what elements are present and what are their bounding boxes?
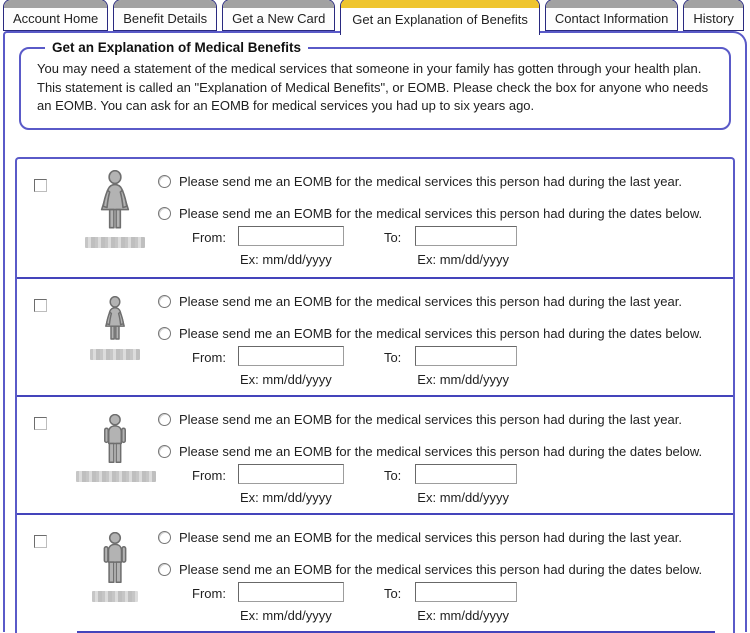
to-label: To: — [383, 467, 402, 483]
date-range-label: Please send me an EOMB for the medical services this person had during the dates below. — [179, 205, 703, 221]
option-date-range — [158, 326, 725, 342]
to-date-hint: Ex: mm/dd/yyyy — [417, 607, 510, 623]
tab-label: Get an Explanation of Benefits — [341, 8, 539, 35]
from-date-hint: Ex: mm/dd/yyyy — [239, 489, 332, 505]
row-divider — [77, 631, 715, 633]
date-range-label: Please send me an EOMB for the medical services this person had during the dates below. — [179, 561, 703, 577]
from-date-hint: Ex: mm/dd/yyyy — [239, 251, 332, 267]
member-checkbox[interactable] — [34, 299, 47, 312]
to-date-input[interactable] — [415, 346, 517, 366]
option-last-year — [158, 294, 725, 310]
member-figure — [76, 397, 154, 513]
to-label: To: — [383, 229, 402, 245]
to-label: To: — [383, 585, 402, 601]
member-select-cell — [17, 159, 76, 277]
eomb-intro-fieldset — [19, 40, 731, 130]
to-group — [415, 582, 517, 623]
member-select-cell — [17, 397, 76, 513]
last-year-label: Please send me an EOMB for the medical services this person had during the last year. — [179, 529, 682, 545]
boy-icon — [102, 532, 128, 584]
from-date-input[interactable] — [238, 464, 344, 484]
from-label: From: — [192, 585, 226, 601]
tab-get-a-new-card[interactable] — [222, 0, 335, 31]
member-select-cell — [17, 515, 76, 631]
tab-label: Account Home — [4, 8, 107, 30]
date-range-radio[interactable] — [158, 327, 171, 340]
member-select-cell — [17, 279, 76, 395]
member-checkbox[interactable] — [34, 535, 47, 548]
from-group — [238, 346, 344, 387]
member-row — [17, 395, 733, 513]
from-date-input[interactable] — [238, 582, 344, 602]
to-group — [415, 226, 517, 267]
date-range-label: Please send me an EOMB for the medical services this person had during the dates below. — [179, 443, 703, 459]
member-options — [154, 279, 733, 395]
member-figure — [76, 515, 154, 631]
option-last-year — [158, 530, 725, 546]
tab-contact-information[interactable] — [545, 0, 678, 31]
member-options — [154, 397, 733, 513]
last-year-label: Please send me an EOMB for the medical services this person had during the last year. — [179, 173, 682, 189]
from-date-input[interactable] — [238, 226, 344, 246]
last-year-label: Please send me an EOMB for the medical services this person had during the last year. — [179, 293, 682, 309]
to-date-input[interactable] — [415, 226, 517, 246]
option-date-range — [158, 444, 725, 460]
man-icon — [102, 414, 128, 464]
option-last-year — [158, 412, 725, 428]
to-date-input[interactable] — [415, 464, 517, 484]
member-options — [154, 515, 733, 631]
date-range-label: Please send me an EOMB for the medical services this person had during the dates below. — [179, 325, 703, 341]
tab-account-home[interactable] — [3, 0, 108, 31]
tab-label: History — [684, 8, 742, 30]
girl-icon — [103, 296, 127, 342]
member-row — [17, 277, 733, 395]
date-range-fields — [192, 346, 733, 387]
date-range-radio[interactable] — [158, 445, 171, 458]
member-figure — [76, 159, 154, 277]
from-group — [238, 226, 344, 267]
member-options — [154, 159, 733, 277]
last-year-radio[interactable] — [158, 175, 171, 188]
tab-cap — [4, 0, 107, 8]
tab-history[interactable] — [683, 0, 743, 31]
to-label: To: — [383, 349, 402, 365]
to-date-hint: Ex: mm/dd/yyyy — [417, 371, 510, 387]
from-date-hint: Ex: mm/dd/yyyy — [239, 607, 332, 623]
to-date-input[interactable] — [415, 582, 517, 602]
date-range-radio[interactable] — [158, 207, 171, 220]
tab-benefit-details[interactable] — [113, 0, 217, 31]
date-range-fields — [192, 582, 733, 623]
from-date-hint: Ex: mm/dd/yyyy — [239, 371, 332, 387]
member-row — [17, 159, 733, 277]
from-label: From: — [192, 229, 226, 245]
from-group — [238, 582, 344, 623]
active-tab-cap — [341, 0, 539, 8]
to-group — [415, 464, 517, 505]
tab-label: Contact Information — [546, 8, 677, 30]
option-last-year — [158, 174, 725, 190]
member-checkbox[interactable] — [34, 417, 47, 430]
member-name-redacted — [92, 591, 138, 602]
last-year-radio[interactable] — [158, 295, 171, 308]
tab-cap — [546, 0, 677, 8]
last-year-label: Please send me an EOMB for the medical services this person had during the last year. — [179, 411, 682, 427]
from-label: From: — [192, 349, 226, 365]
tab-cap — [114, 0, 216, 8]
tab-get-an-explanation-of-benefits[interactable] — [340, 0, 540, 35]
intro-description: You may need a statement of the medical services that someone in your family has gotten through your health plan. This statement is called an "Explanation of Medical Benefits", or EOMB. Please check the box for anyone who needs an EOMB. You can ask for an EOMB for medical services you had up to six years ago. — [37, 61, 709, 113]
from-group — [238, 464, 344, 505]
option-date-range — [158, 206, 725, 222]
tab-cap — [223, 0, 334, 8]
to-group — [415, 346, 517, 387]
tab-label: Benefit Details — [114, 8, 216, 30]
members-box — [15, 157, 735, 633]
member-name-redacted — [76, 471, 156, 482]
date-range-fields — [192, 226, 733, 267]
member-name-redacted — [90, 349, 140, 360]
tab-bar — [0, 0, 750, 31]
member-checkbox[interactable] — [34, 179, 47, 192]
tab-cap — [684, 0, 742, 8]
from-date-input[interactable] — [238, 346, 344, 366]
member-figure — [76, 279, 154, 395]
to-date-hint: Ex: mm/dd/yyyy — [417, 251, 510, 267]
from-label: From: — [192, 467, 226, 483]
date-range-fields — [192, 464, 733, 505]
adult-woman-icon — [99, 170, 131, 230]
last-year-radio[interactable] — [158, 413, 171, 426]
option-date-range — [158, 562, 725, 578]
to-date-hint: Ex: mm/dd/yyyy — [417, 489, 510, 505]
tab-content-panel — [3, 31, 747, 632]
last-year-radio[interactable] — [158, 531, 171, 544]
member-row — [17, 513, 733, 631]
fieldset-legend: Get an Explanation of Medical Benefits — [52, 40, 302, 55]
date-range-radio[interactable] — [158, 563, 171, 576]
tab-label: Get a New Card — [223, 8, 334, 30]
member-name-redacted — [85, 237, 145, 248]
